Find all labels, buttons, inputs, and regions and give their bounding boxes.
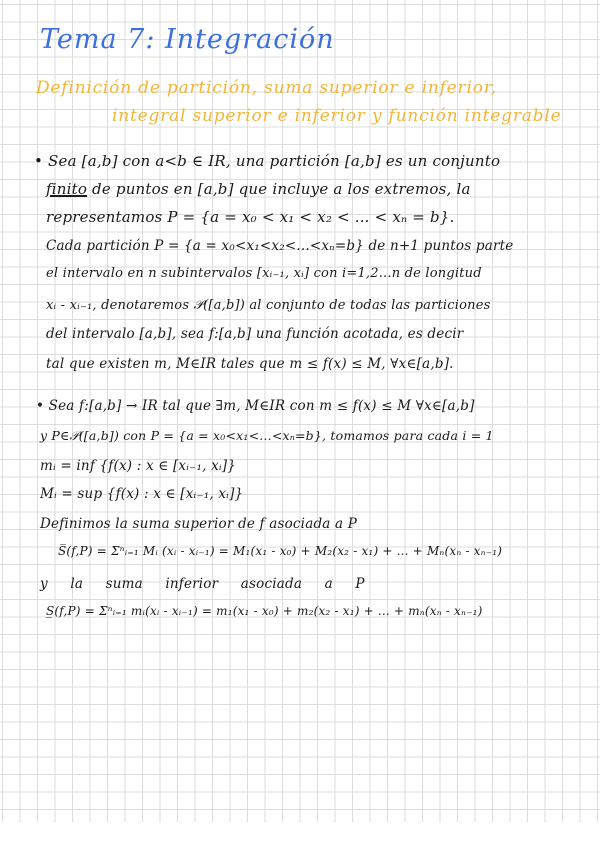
page-title: Tema 7: Integración <box>40 24 335 55</box>
p1-line-6: xᵢ - xᵢ₋₁, denotaremos 𝒫([a,b]) al conjunto de todas las particiones <box>46 298 491 313</box>
p2-line-4: Mᵢ = sup {f(x) : x ∈ [xᵢ₋₁, xᵢ]} <box>40 486 244 502</box>
subtitle-line-1: Definición de partición, suma superior e inferior, <box>36 78 497 98</box>
p1-line-8: tal que existen m, M∈IR tales que m ≤ f(x) ≤ M, ∀x∈[a,b]. <box>46 356 454 372</box>
p2-line-6-upper-sum: S̅(f,P) = Σⁿᵢ₌₁ Mᵢ (xᵢ - xᵢ₋₁) = M₁(x₁ - x₀) + M₂(x₂ - x₁) + ... + Mₙ(xₙ - xₙ₋₁) <box>58 544 503 558</box>
p2-line-1: • Sea f:[a,b] → IR tal que ∃m, M∈IR con m ≤ f(x) ≤ M ∀x∈[a,b] <box>36 398 475 414</box>
p1-line-3: representamos P = {a = x₀ < x₁ < x₂ < ... < xₙ = b}. <box>46 208 455 226</box>
p1-line-4: Cada partición P = {a = x₀<x₁<x₂<...<xₙ=b} de n+1 puntos parte <box>46 238 514 254</box>
p2-line-3: mᵢ = inf {f(x) : x ∈ [xᵢ₋₁, xᵢ]} <box>40 458 237 474</box>
p1-line-1: • Sea [a,b] con a<b ∈ IR, una partición [a,b] es un conjunto <box>34 152 501 170</box>
subtitle-line-2: integral superior e inferior y función integrable <box>112 106 562 126</box>
p1-line-2-rest: de puntos en [a,b] que incluye a los extremos, la <box>87 180 471 198</box>
p1-line-5: el intervalo en n subintervalos [xᵢ₋₁, xᵢ] con i=1,2...n de longitud <box>46 266 482 281</box>
p2-line-2: y P∈𝒫([a,b]) con P = {a = x₀<x₁<...<xₙ=b}, tomamos para cada i = 1 <box>40 428 494 443</box>
p1-line-7: del intervalo [a,b], sea f:[a,b] una función acotada, es decir <box>46 326 464 342</box>
p2-line-5: Definimos la suma superior de f asociada a P <box>40 516 358 532</box>
p1-line-2 <box>46 180 471 198</box>
p2-line-8-lower-sum: S̲(f,P) = Σⁿᵢ₌₁ mᵢ(xᵢ - xᵢ₋₁) = m₁(x₁ - x₀) + m₂(x₂ - x₁) + ... + mₙ(xₙ - xₙ₋₁) <box>46 604 483 618</box>
p2-line-7: y la suma inferior asociada a P <box>40 576 365 592</box>
underlined-word-finito: finito <box>46 180 88 198</box>
